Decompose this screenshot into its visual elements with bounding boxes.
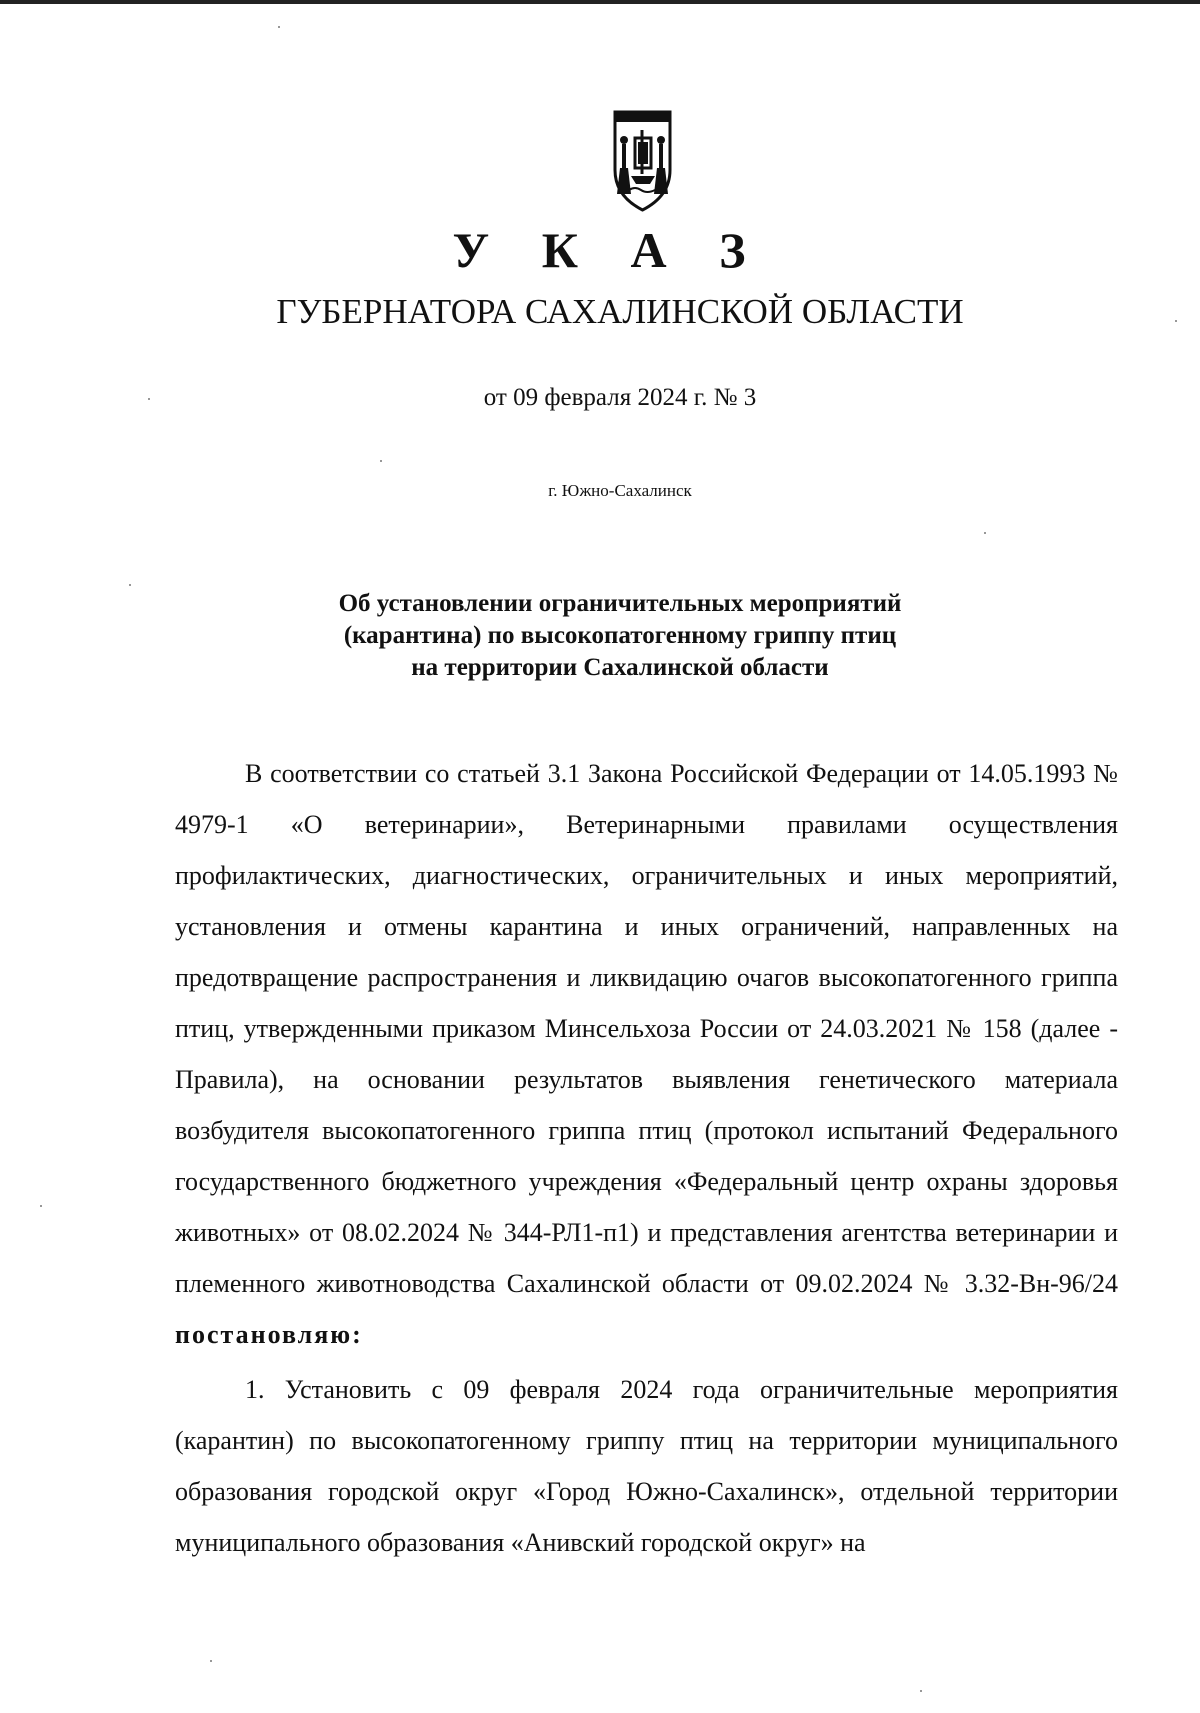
document-city: г. Южно-Сахалинск [548, 481, 692, 500]
subject-line: (карантина) по высокопатогенному гриппу птиц [343, 622, 897, 649]
body-paragraph [175, 1364, 1118, 1568]
document-title: У К А З [452, 222, 766, 278]
paragraph-text: В соответствии со статьей 3.1 Закона Российской Федерации от 14.05.1993 № 4979-1 «О ветеринарии», Ветеринарными правилами осуществления профилактических, диагностических, ограничительных и иных мероприятий, установления и отмены карантина и иных ограничений, направленных на предотвращение распространения и ликвидацию очагов высокопатогенного гриппа птиц, утвержденными приказом Минсельхоза России от 24.03.2021 № 158 (далее - Правила), на основании результатов выявления генетического материала возбудителя высокопатогенного гриппа птиц (протокол испытаний Федерального государственного бюджетного учреждения «Федеральный центр охраны здоровья животных» от 08.02.2024 № 344-РЛ1-п1) и представления агентства ветеринарии и племенного животноводства Сахалинской области от 09.02.2024 № 3.32-Вн-96/24 [175, 759, 1118, 1298]
page-top-edge [0, 0, 1200, 4]
document-date-number: от 09 февраля 2024 г. № 3 [483, 384, 757, 411]
subject-line: на территории Сахалинской области [411, 654, 829, 681]
decree-word: постановляю: [175, 1320, 363, 1349]
document-issuer: ГУБЕРНАТОРА САХАЛИНСКОЙ ОБЛАСТИ [276, 292, 964, 331]
document-body [175, 748, 1118, 1568]
paragraph-text: 1. Установить с 09 февраля 2024 года ограничительные мероприятия (карантин) по высокопатогенному гриппу птиц на территории муниципального образования городской округ «Город Южно-Сахалинск», отдельной территории муниципального образования «Анивский городской округ» на [175, 1375, 1118, 1557]
sakhalin-coat-of-arms-icon [595, 108, 690, 214]
body-paragraph [175, 748, 1118, 1360]
document-subject [0, 588, 1200, 684]
subject-line: Об установлении ограничительных мероприятий [338, 590, 902, 617]
